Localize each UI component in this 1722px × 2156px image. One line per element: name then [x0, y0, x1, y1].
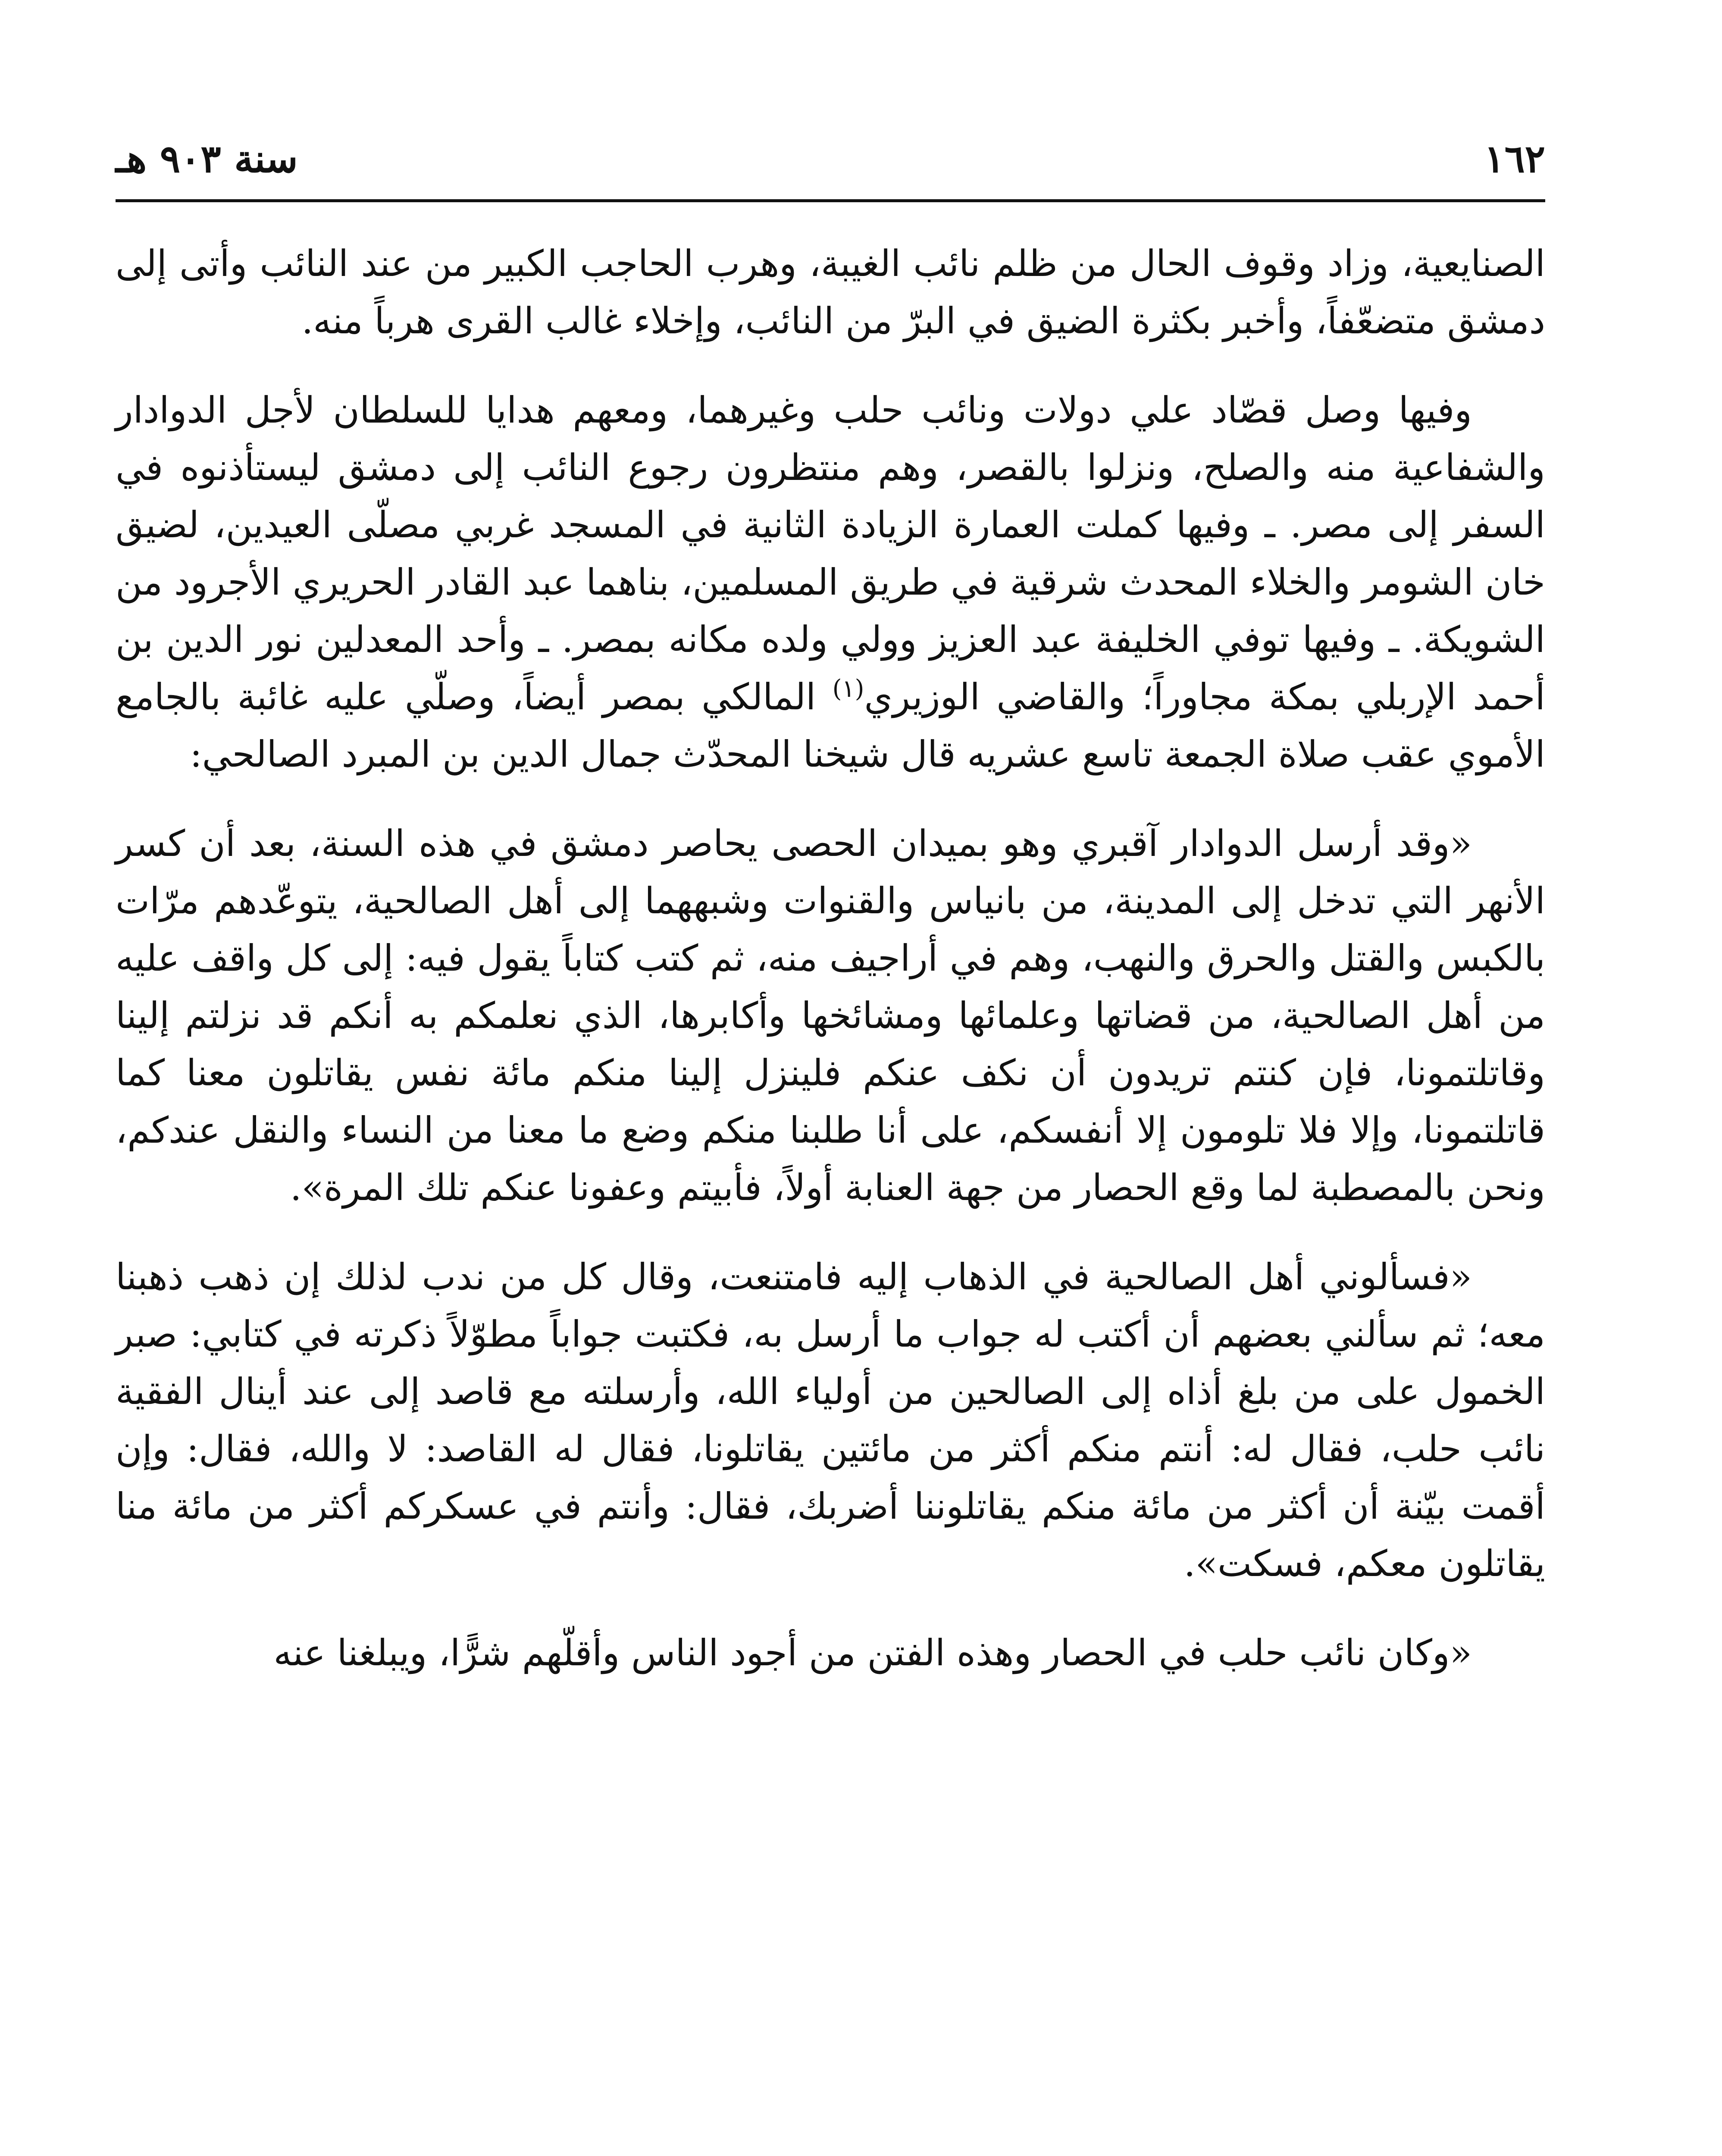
page-header — [116, 129, 1545, 181]
paragraph-2 — [116, 382, 1545, 783]
footnote-reference[interactable]: (١) — [832, 675, 864, 703]
paragraph-4: «فسألوني أهل الصالحية في الذهاب إليه فامتنعت، وقال كل من ندب لذلك إن ذهب ذهبنا معه؛ ثم سألني بعضهم أن أكتب له جواب ما أرسل به، فكتبت جواباً مطوّلاً ذكرته في كتابي: صبر الخمول على من بلغ أذاه إلى الصالحين من أولياء الله، وأرسلته مع قاصد إلى عند أينال الفقية نائب حلب، فقال له: أنتم منكم أكثر من مائتين يقاتلونا، فقال له القاصد: لا والله، فقال: وإن أقمت بيّنة أن أكثر من مائة منكم يقاتلوننا أضربك، فقال: وأنتم في عسكركم أكثر من مائة منا يقاتلون معكم، فسكت». — [116, 1256, 1545, 1585]
paragraph-1: الصنايعية، وزاد وقوف الحال من ظلم نائب الغيبة، وهرب الحاجب الكبير من عند النائب وأتى إلى دمشق متضعّفاً، وأخبر بكثرة الضيق في البرّ من النائب، وإخلاء غالب القرى هرباً منه. — [116, 242, 1545, 342]
paragraph-5: «وكان نائب حلب في الحصار وهذه الفتن من أجود الناس وأقلّهم شرًّا، ويبلغنا عنه — [273, 1632, 1472, 1674]
header-rule — [116, 199, 1545, 202]
main-text — [116, 235, 1545, 1682]
year-label: سنة ٩٠٣ هـ — [116, 136, 298, 181]
paragraph-2-text-b: المالكي بمصر أيضاً، وصلّي عليه غائبة بالجامع الأموي عقب صلاة الجمعة تاسع عشريه قال شيخنا المحدّث جمال الدين بن المبرد الصالحي: — [116, 676, 1545, 775]
paragraph-3: «وقد أرسل الدوادار آقبري وهو بميدان الحصى يحاصر دمشق في هذه السنة، بعد أن كسر الأنهر التي تدخل إلى المدينة، من بانياس والقنوات وشبههما إلى أهل الصالحية، يتوعّدهم مرّات بالكبس والقتل والحرق والنهب، وهم في أراجيف منه، ثم كتب كتاباً يقول فيه: إلى كل واقف عليه من أهل الصالحية، من قضاتها وعلمائها ومشائخها وأكابرها، الذي نعلمكم به أنكم قد نزلتم إلينا وقاتلتمونا، فإن كنتم تريدون أن نكف عنكم فلينزل إلينا منكم مائة نفس يقاتلون معنا كما قاتلتمونا، وإلا فلا تلومون إلا أنفسكم، على أنا طلبنا منكم وضع ما معنا من النساء والنقل عندكم، ونحن بالمصطبة لما وقع الحصار من جهة العنابة أولاً، فأبيتم وعفونا عنكم تلك المرة». — [116, 822, 1545, 1209]
page-number: ١٦٢ — [1484, 136, 1545, 181]
paragraph-2-text-a: وفيها وصل قصّاد علي دولات ونائب حلب وغيرهما، ومعهم هدايا للسلطان لأجل الدوادار والشفاعية منه والصلح، ونزلوا بالقصر، وهم منتظرون رجوع النائب إلى دمشق ليستأذنوه في السفر إلى مصر. ـ وفيها كملت العمارة الزيادة الثانية في المسجد غربي مصلّى العيدين، لضيق خان الشومر والخلاء المحدث شرقية في طريق المسلمين، بناهما عبد القادر الحريري الأجرود من الشويكة. ـ وفيها توفي الخليفة عبد العزيز وولي ولده مكانه بمصر. ـ وأحد المعدلين نور الدين بن أحمد الإربلي بمكة مجاوراً؛ والقاضي الوزيري — [116, 389, 1545, 718]
